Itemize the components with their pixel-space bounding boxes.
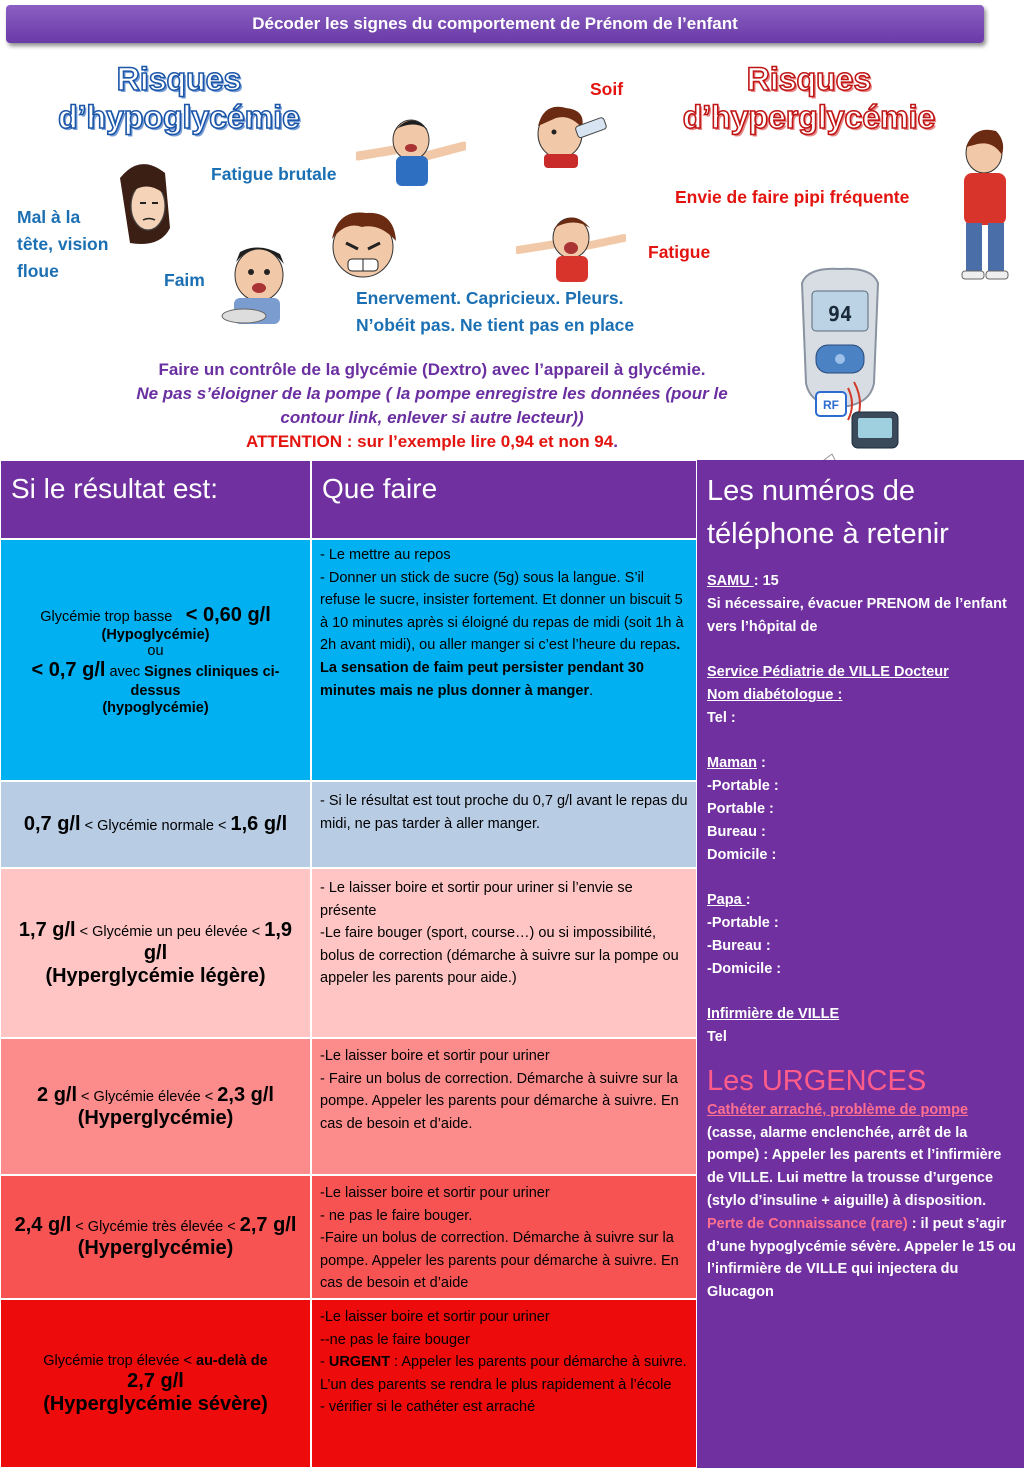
- infirmiere-tel: Tel: [707, 1028, 727, 1045]
- samu-number: : 15: [753, 573, 779, 589]
- symptom-sudden-fatigue: Fatigue brutale: [211, 164, 337, 184]
- row1-line4: [9, 659, 302, 700]
- row5-line1: [15, 1214, 297, 1237]
- symptom-thirst: Soif: [590, 79, 624, 99]
- phone-panel-title: Les numéros de téléphone à retenir: [707, 475, 949, 550]
- papa-bureau: -Bureau :: [707, 937, 771, 954]
- row5-line2: (Hyperglycémie): [77, 1237, 234, 1259]
- service-tel: Tel :: [707, 709, 736, 726]
- row4-high: 2,3 g/l: [217, 1083, 274, 1106]
- tired-child-illustration: [516, 208, 626, 283]
- row6-action-4: - vérifier si le cathéter est arraché: [320, 1399, 536, 1416]
- hyper-title-line2: d’hyperglycémie: [682, 99, 936, 135]
- symptom-headache-line3: floue: [17, 261, 59, 281]
- table-row-mild-hyperglycemia: [0, 868, 697, 1038]
- maman-domicile: Domicile :: [707, 846, 777, 863]
- hyper-title-line1: Risques: [746, 61, 872, 97]
- catheter-text: (casse, alarme enclenchée, arrêt de la pompe) : Appeler les parents et l’infirmière de VILLE. Lui mettre la trousse d’urgence (stylo d’insuline + aiguille) à disposition.: [707, 1124, 1002, 1209]
- row1-threshold: < 0,60 g/l: [185, 604, 271, 626]
- maman-bureau: Bureau :: [707, 823, 766, 840]
- row4-line1: [37, 1084, 274, 1107]
- maman-heading: [707, 752, 1016, 775]
- row6-action-3: [320, 1351, 688, 1396]
- row6-action-1: -Le laisser boire et sortir pour uriner: [320, 1309, 550, 1325]
- diabetologue: [707, 684, 1016, 707]
- row6-action-3-dash: -: [320, 1354, 329, 1371]
- symptom-hunger: Faim: [164, 270, 205, 290]
- hypo-title-line2: d’hypoglycémie: [58, 99, 300, 135]
- row1-line2: (Hypoglycémie): [101, 627, 210, 643]
- row6-line2: 2,7 g/l: [127, 1369, 184, 1392]
- table-row-severe-hyperglycemia: [0, 1299, 697, 1468]
- row4-result: [0, 1038, 311, 1175]
- row6-beyond: au-delà de: [196, 1352, 268, 1369]
- row3-high: 1,9 g/l: [143, 918, 293, 964]
- papa-label: Papa: [707, 892, 746, 909]
- infirmiere-label: Infirmière de VILLE: [707, 1006, 840, 1023]
- catheter-label: Cathéter arraché, problème de pompe: [707, 1101, 969, 1118]
- row2-high: 1,6 g/l: [230, 813, 288, 835]
- row1-line3: ou: [147, 643, 164, 659]
- hyper-title: [664, 60, 954, 136]
- row6-action-2: --ne pas le faire bouger: [320, 1331, 470, 1348]
- hypo-title-line1: Risques: [116, 61, 242, 97]
- row4-line2: (Hyperglycémie): [77, 1106, 234, 1129]
- thirsty-child-illustration: [530, 98, 610, 168]
- row1-result: [0, 539, 311, 781]
- girl-headache-illustration: [110, 158, 180, 258]
- row3-action-2: -Le faire bouger (sport, course…) ou si impossibilité, bolus de correction (démarche à suivre sur la pompe ou appeler les parents pour aide.): [320, 925, 679, 987]
- row1-action-2-text: - Donner un stick de sucre (5g) sous la langue. S’il refuse le sucre, insister fortement. Et donner un biscuit 5 à 10 minutes après si éloigné du repas de midi (soit 1h à 2h avant midi), ou aller manger si c’est l’heure du repas: [320, 569, 684, 654]
- row3-label: < Glycémie un peu élevée <: [75, 923, 265, 940]
- phone-numbers-panel: [697, 460, 1024, 1468]
- row4-action: [311, 1038, 697, 1175]
- boy-stretching-illustration: [356, 108, 466, 188]
- row3-line1: [9, 919, 302, 965]
- infirmiere-heading: [707, 1003, 1016, 1026]
- symptom-headache-line2: tête, vision: [17, 234, 109, 254]
- papa-colon: :: [745, 892, 751, 909]
- row5-high: 2,7 g/l: [239, 1214, 297, 1236]
- row3-result: [0, 868, 311, 1038]
- table-row-high-hyperglycemia: [0, 1175, 697, 1299]
- row4-low: 2 g/l: [37, 1083, 78, 1106]
- perte-label: Perte de Connaissance (rare): [707, 1215, 908, 1232]
- instruction-line3: contour link, enlever si autre lecteur)): [280, 408, 584, 427]
- samu-label: SAMU: [707, 573, 754, 589]
- row6-line3: (Hyperglycémie sévère): [43, 1392, 268, 1415]
- row1-label: Glycémie trop basse: [40, 609, 173, 625]
- row1-action: [311, 539, 697, 781]
- page-banner: Décoder les signes du comportement de Prénom de l’enfant: [6, 5, 984, 43]
- row5-action-3: -Faire un bolus de correction. Démarche à suivre sur la pompe. Appeler les parents pour démarche à suivre. En cas de besoin et d’aide: [320, 1230, 679, 1292]
- service-line2: Nom diabétologue :: [707, 686, 843, 703]
- row3-action: [311, 868, 697, 1038]
- row5-action-2: - ne pas le faire bouger.: [320, 1207, 473, 1224]
- table-row-hyperglycemia: [0, 1038, 697, 1175]
- row3-low: 1,7 g/l: [18, 918, 76, 941]
- table-header-row: [0, 460, 697, 539]
- rf-label: RF: [823, 398, 839, 412]
- instruction-line4: [72, 430, 792, 454]
- row6-urgent: URGENT: [328, 1354, 391, 1371]
- row1-action-1: - Le mettre au repos: [320, 547, 451, 563]
- symptom-fatigue: Fatigue: [648, 242, 711, 262]
- urgence-catheter: [707, 1099, 1016, 1213]
- urgence-perte: [707, 1213, 1016, 1304]
- row1-action-3: [320, 657, 688, 702]
- row1-line1: [40, 604, 271, 627]
- meter-screen-value: 94: [827, 302, 853, 326]
- instruction-line1: Faire un contrôle de la glycémie (Dextro) avec l’appareil à glycémie.: [158, 360, 706, 379]
- row1-action-3-end: .: [589, 682, 594, 699]
- boy-eating-illustration: [214, 240, 294, 330]
- instruction-line2: Ne pas s’éloigner de la pompe ( la pompe enregistre les données (pour le: [136, 384, 728, 403]
- pump-rf-illustration: [814, 378, 944, 468]
- samu-line: [707, 570, 1016, 593]
- symptom-irritability-line2: N’obéit pas. Ne tient pas en place: [356, 315, 635, 335]
- row6-line1: [43, 1352, 267, 1370]
- row2-action: - Si le résultat est tout proche du 0,7 g/l avant le repas du midi, ne pas tarder à aller manger.: [311, 781, 697, 868]
- symptom-headache: [17, 204, 108, 285]
- header-action: Que faire: [311, 460, 697, 539]
- row4-action-1: -Le laisser boire et sortir pour uriner: [320, 1048, 550, 1064]
- urgences-heading: Les URGENCES: [707, 1064, 927, 1097]
- symptom-frequent-urination: Envie de faire pipi fréquente: [675, 187, 910, 207]
- table-row-hypoglycemia: [0, 539, 697, 781]
- maman-portable2: Portable :: [707, 800, 774, 817]
- row5-action-1: -Le laisser boire et sortir pour uriner: [320, 1185, 550, 1201]
- papa-domicile: -Domicile :: [707, 960, 782, 977]
- header-result: Si le résultat est:: [0, 460, 311, 539]
- row1-action-3-text: La sensation de faim peut persister pendant 30 minutes mais ne plus donner à manger: [320, 659, 644, 699]
- table-row-normal: [0, 781, 697, 868]
- row2-low: 0,7 g/l: [23, 813, 81, 835]
- angry-child-illustration: [318, 205, 408, 285]
- row1-avec: avec: [105, 664, 145, 680]
- symptom-irritability-line1: Enervement. Capricieux. Pleurs.: [356, 288, 624, 308]
- row6-action-3-text: : Appeler les parents pour démarche à suivre. L’un des parents se rendra le plus rapidement à l’école: [320, 1354, 687, 1393]
- row1-action-2: [320, 567, 688, 657]
- row1-action-2-end: .: [676, 637, 681, 654]
- perte-text: : il peut s’agir d’une hypoglycémie sévère. Appeler le 15 ou l’infirmière de VILLE qui injectera du Glucagon: [707, 1215, 1016, 1301]
- hypo-title: [40, 60, 318, 136]
- papa-heading: [707, 889, 1016, 912]
- row3-action-1: - Le laisser boire et sortir pour uriner si l’envie se présente: [320, 880, 633, 919]
- symptom-irritability: [356, 285, 634, 339]
- maman-portable1: -Portable :: [707, 778, 779, 795]
- row1-line5: (hypoglycémie): [102, 700, 209, 716]
- service-pediatrie: [707, 661, 1016, 684]
- row6-result: [0, 1299, 311, 1468]
- row2-line1: [24, 813, 287, 836]
- papa-portable: -Portable :: [707, 914, 779, 931]
- boy-standing-illustration: [944, 125, 1024, 280]
- maman-colon: :: [756, 755, 766, 772]
- glucose-check-instructions: [72, 358, 792, 454]
- service-line1: Service Pédiatrie de VILLE Docteur: [707, 664, 949, 681]
- maman-label: Maman: [707, 755, 757, 772]
- attention-note: ATTENTION : sur l’exemple lire 0,94 et non 94: [246, 432, 614, 451]
- attention-note-end: .: [613, 432, 618, 451]
- row2-result: [0, 781, 311, 868]
- row6-action: [311, 1299, 697, 1468]
- row5-label: < Glycémie très élevée <: [71, 1219, 240, 1235]
- samu-note: Si nécessaire, évacuer PRENOM de l’enfant vers l’hôpital de: [707, 595, 1007, 635]
- row2-label: < Glycémie normale <: [80, 818, 231, 834]
- row4-label: < Glycémie élevée <: [77, 1088, 218, 1105]
- row5-result: [0, 1175, 311, 1299]
- symptom-headache-line1: Mal à la: [17, 207, 81, 227]
- row3-line2: (Hyperglycémie légère): [45, 964, 266, 987]
- row4-action-2: - Faire un bolus de correction. Démarche à suivre sur la pompe. Appeler les parents pour démarche à suivre. En cas de besoin et d’aide.: [320, 1070, 679, 1132]
- row1-threshold2: < 0,7 g/l: [31, 659, 106, 681]
- row1-signs: Signes cliniques ci-dessus: [130, 664, 280, 699]
- row6-label: Glycémie trop élevée <: [43, 1352, 196, 1369]
- row5-action: [311, 1175, 697, 1299]
- row5-low: 2,4 g/l: [14, 1214, 72, 1236]
